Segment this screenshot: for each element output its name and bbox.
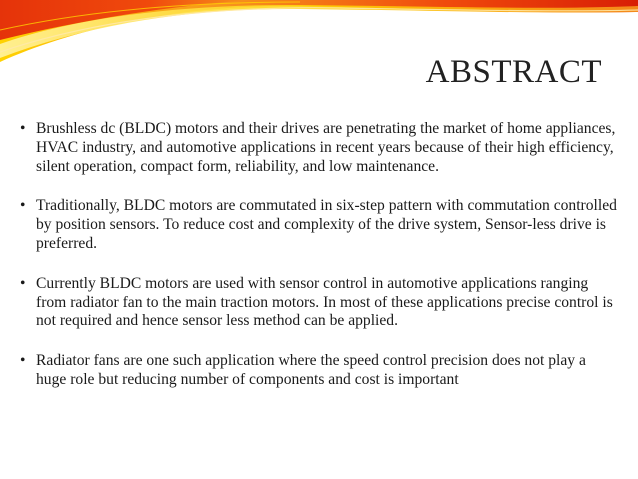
bullet-dot: • <box>20 197 26 215</box>
bullet-text: Brushless dc (BLDC) motors and their drives are penetrating the market of home appliances, HVAC industry, and automotive applications in recent years because of their high efficiency, silent operation, compact form, reliability, and low maintenance. <box>36 120 616 175</box>
bullet-item <box>20 197 620 253</box>
bullet-text: Radiator fans are one such application where the speed control precision does not play a huge role but reducing number of components and cost is important <box>36 352 586 388</box>
bullet-dot: • <box>20 274 26 292</box>
bullet-dot: • <box>20 352 26 370</box>
slide-title: ABSTRACT <box>425 54 602 90</box>
bullet-dot: • <box>20 120 26 137</box>
bullet-list <box>20 120 620 411</box>
bullet-item <box>20 352 620 390</box>
bullet-item <box>20 120 620 176</box>
bullet-item <box>20 275 620 331</box>
bullet-text: Traditionally, BLDC motors are commutated in six-step pattern with commutation controlled by position sensors. To reduce cost and complexity of the drive system, Sensor-less drive is preferred. <box>36 197 617 252</box>
bullet-text: Currently BLDC motors are used with sensor control in automotive applications ranging from radiator fan to the main traction motors. In most of these applications precise control is not required and hence sensor less method can be applied. <box>36 274 613 330</box>
